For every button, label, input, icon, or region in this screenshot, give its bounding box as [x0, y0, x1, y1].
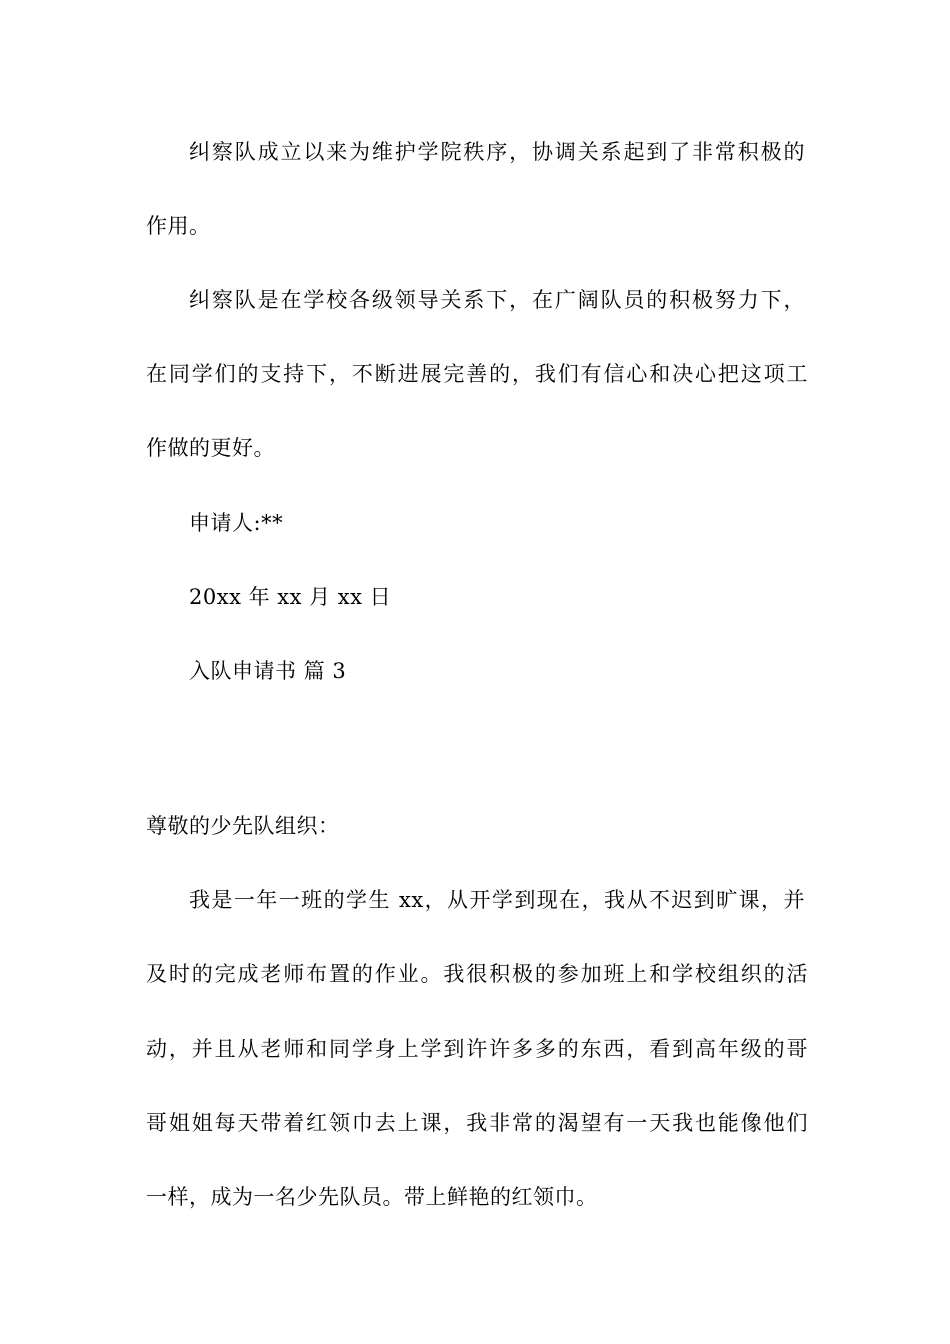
section-title: 入队申请书 篇 3 — [189, 659, 347, 683]
paragraph-2-line-2: 在同学们的支持下，不断进展完善的，我们有信心和决心把这项工 — [146, 362, 808, 386]
paragraph-3-line-1: 我是一年一班的学生 xx，从开学到现在，我从不迟到旷课，并 — [189, 888, 805, 912]
applicant-line: 申请人:** — [189, 511, 284, 535]
paragraph-3-line-2: 及时的完成老师布置的作业。我很积极的参加班上和学校组织的活 — [146, 962, 808, 986]
paragraph-1-line-1: 纠察队成立以来为维护学院秩序，协调关系起到了非常积极的 — [189, 140, 805, 164]
paragraph-3-line-3: 动，并且从老师和同学身上学到许许多多的东西，看到高年级的哥 — [146, 1037, 808, 1061]
paragraph-3-line-4: 哥姐姐每天带着红领巾去上课，我非常的渴望有一天我也能像他们 — [146, 1111, 808, 1135]
paragraph-2-line-1: 纠察队是在学校各级领导关系下，在广阔队员的积极努力下， — [189, 288, 805, 312]
paragraph-3-line-5: 一样，成为一名少先队员。带上鲜艳的红领巾。 — [146, 1185, 598, 1209]
paragraph-2-line-3: 作做的更好。 — [146, 436, 275, 460]
paragraph-1-line-2: 作用。 — [146, 214, 211, 238]
date-line: 20xx 年 xx 月 xx 日 — [189, 585, 392, 609]
salutation: 尊敬的少先队组织： — [146, 814, 340, 838]
